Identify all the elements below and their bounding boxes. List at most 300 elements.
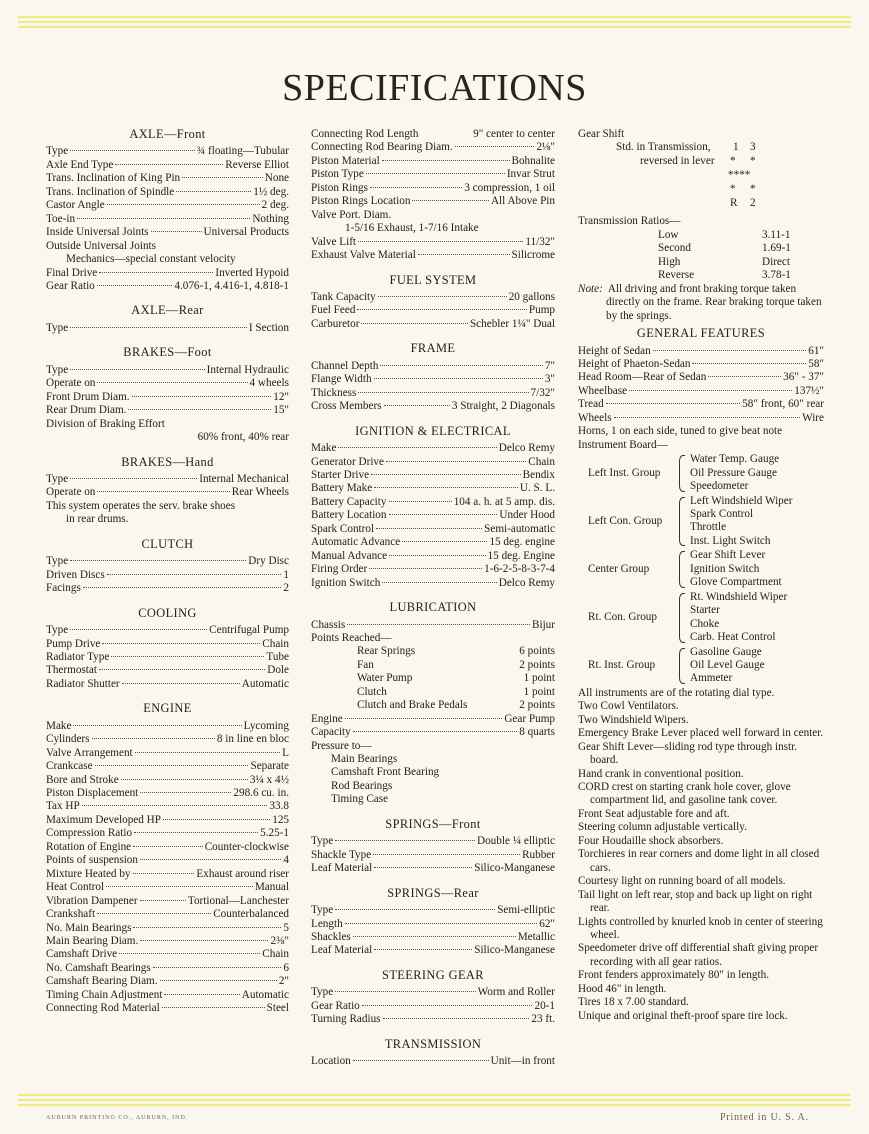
leader-dots <box>373 854 520 855</box>
column-right <box>578 128 824 1023</box>
spec-row <box>46 651 289 664</box>
leader-dots <box>99 669 265 670</box>
spec-row <box>46 975 289 988</box>
spec-row <box>46 145 289 158</box>
leader-dots <box>163 819 270 820</box>
brace <box>676 549 688 589</box>
spec-label: Fuel Feed <box>311 304 356 317</box>
spec-value: Automatic <box>241 677 289 690</box>
brace <box>676 646 688 686</box>
spec-label: Connecting Rod Length <box>311 128 419 140</box>
leader-dots <box>140 859 281 860</box>
leader-dots <box>338 447 496 448</box>
spec-label: Piston Material <box>311 154 380 167</box>
spec-row <box>46 774 289 787</box>
top-stripe <box>18 16 851 31</box>
spec-label: Rear Springs <box>357 645 416 658</box>
spec-row <box>311 645 555 658</box>
spec-row <box>46 760 289 773</box>
leader-dots <box>140 792 231 793</box>
spec-row <box>46 908 289 921</box>
spec-row <box>311 904 555 917</box>
spec-row <box>46 213 289 226</box>
spec-text: Timing Case <box>331 793 389 806</box>
spec-row <box>311 672 555 685</box>
group-name: Left Con. Group <box>588 514 663 527</box>
feature-item: Front Seat adjustable fore and aft. <box>578 807 730 820</box>
spec-row <box>311 726 555 739</box>
spec-row <box>311 686 555 699</box>
spec-value: Reverse Elliot <box>225 158 289 171</box>
spec-value: L <box>282 746 289 759</box>
spec-value: Tortional—Lanchester <box>187 894 289 907</box>
spec-label: Thickness <box>311 386 357 399</box>
spec-text: Valve Port. Diam. <box>311 208 392 221</box>
group-item: Throttle <box>690 521 727 534</box>
ratio-row <box>578 242 824 255</box>
spec-text: Division of Braking Effort <box>46 417 165 430</box>
spec-label: Crankshaft <box>46 908 96 921</box>
spec-value: Bijur <box>532 618 555 631</box>
spec-value: 7/32" <box>530 386 555 399</box>
spec-row <box>311 291 555 304</box>
leader-dots <box>335 991 475 992</box>
spec-label: Manual Advance <box>311 549 388 562</box>
gear-star: * <box>730 155 736 168</box>
spec-label: Timing Chain Adjustment <box>46 988 163 1001</box>
spec-row <box>46 678 289 691</box>
spec-label: Battery Make <box>311 482 373 495</box>
spec-value: 20 gallons <box>508 290 555 303</box>
spec-row <box>46 962 289 975</box>
instrument-group <box>578 495 824 549</box>
group-items <box>688 549 782 589</box>
spec-value: Delco Remy <box>498 576 555 589</box>
spec-value: Counter-clockwise <box>204 840 289 853</box>
leader-dots <box>345 718 503 719</box>
ratio-value: 3.11-1 <box>762 228 791 241</box>
ratio-row <box>578 256 824 269</box>
section-head: COOLING <box>138 605 197 620</box>
spec-label: Camshaft Bearing Diam. <box>46 975 158 988</box>
spec-row <box>311 1055 555 1068</box>
gear-star: * <box>750 183 756 196</box>
spec-label: Battery Location <box>311 509 387 522</box>
spec-row <box>46 787 289 800</box>
ratios-head: Transmission Ratios— <box>578 215 681 228</box>
leader-dots <box>97 491 229 492</box>
leader-dots <box>418 254 510 255</box>
spec-value: Nothing <box>252 212 289 225</box>
gear-mark-3: 3 <box>750 141 756 154</box>
leader-dots <box>374 949 472 950</box>
ratio-label: High <box>658 255 681 268</box>
spec-value: Gear Pump <box>504 712 555 725</box>
spec-label: Shackles <box>311 931 351 944</box>
feature-item: All instruments are of the rotating dial type. <box>578 686 775 699</box>
spec-label: Channel Depth <box>311 359 379 372</box>
spec-label: Connecting Rod Bearing Diam. <box>311 141 453 154</box>
spec-label: Clutch <box>357 685 387 698</box>
spec-label: Thermostat <box>46 664 97 677</box>
spec-row <box>46 922 289 935</box>
spec-value: 3" <box>544 373 555 386</box>
spec-label: Piston Displacement <box>46 787 139 800</box>
leader-dots <box>335 840 475 841</box>
leader-dots <box>412 200 489 201</box>
spec-value: U. S. L. <box>519 482 555 495</box>
spec-label: Cross Members <box>311 400 382 413</box>
spec-value: 6 points <box>519 645 555 658</box>
spec-value: 15" <box>273 404 289 417</box>
spec-text: Main Bearings <box>331 753 398 766</box>
spec-label: Clutch and Brake Pedals <box>357 699 468 712</box>
spec-label: Facings <box>46 582 81 595</box>
feature-item: Two Cowl Ventilators. <box>578 700 679 713</box>
spec-row <box>46 377 289 390</box>
spec-value: 12" <box>273 390 289 403</box>
spec-value: Bendix <box>522 468 555 481</box>
feature-item: Four Houdaille shock absorbers. <box>578 834 724 847</box>
spec-row <box>46 895 289 908</box>
leader-dots <box>107 204 260 205</box>
spec-value: 2⅜" <box>270 935 289 948</box>
leader-dots <box>389 555 485 556</box>
spec-value: 15 deg. engine <box>489 536 555 549</box>
group-item: Ignition Switch <box>690 562 760 575</box>
spec-value: 3 compression, 1 oil <box>464 181 555 194</box>
spec-value: Manual <box>254 881 289 894</box>
spec-row <box>311 195 555 208</box>
section-head: AXLE—Front <box>129 127 206 141</box>
spec-row <box>311 400 555 413</box>
leader-dots <box>389 501 452 502</box>
spec-text: Pressure to— <box>311 739 372 752</box>
spec-label: Axle End Type <box>46 158 114 171</box>
spec-row <box>46 322 289 335</box>
spec-value: 58" <box>808 357 824 370</box>
spec-label: Rear Drum Diam. <box>46 404 127 417</box>
ratios-list <box>578 229 824 283</box>
spec-value: 6 <box>283 961 289 974</box>
spec-row <box>46 624 289 637</box>
leader-dots <box>353 731 518 732</box>
spec-value: Delco Remy <box>498 442 555 455</box>
spec-value: ¾ floating—Tubular <box>196 145 289 158</box>
gear-mark-2: 2 <box>750 197 756 210</box>
spec-value: Metallic <box>517 931 555 944</box>
spec-value: Tube <box>266 650 289 663</box>
spec-label: Operate on <box>46 486 96 499</box>
spec-row <box>578 358 824 371</box>
spec-label: Tax HP <box>46 800 80 813</box>
group-item: Left Windshield Wiper <box>690 494 793 507</box>
spec-row <box>46 720 289 733</box>
leader-dots <box>378 296 507 297</box>
spec-value: 125 <box>272 813 289 826</box>
spec-value: Chain <box>262 948 289 961</box>
spec-label: Operate on <box>46 377 96 390</box>
spec-value: 61" <box>808 344 824 357</box>
group-item: Inst. Light Switch <box>690 534 771 547</box>
leader-dots <box>111 656 264 657</box>
instrument-head: Instrument Board— <box>578 438 668 451</box>
spec-label: Type <box>46 472 69 485</box>
spec-row <box>311 469 555 482</box>
leader-dots <box>132 396 272 397</box>
leader-dots <box>371 474 521 475</box>
column-left <box>46 128 289 1016</box>
spec-label: Leaf Material <box>311 944 373 957</box>
leader-dots <box>374 487 518 488</box>
spec-label: Maximum Developed HP <box>46 813 161 826</box>
spec-value: I Section <box>248 321 289 334</box>
spec-row <box>311 862 555 875</box>
spec-row <box>311 155 555 168</box>
spec-label: Make <box>46 719 72 732</box>
spec-label: Shackle Type <box>311 848 372 861</box>
spec-label: Inside Universal Joints <box>46 226 149 239</box>
spec-row <box>311 456 555 469</box>
spec-label: Spark Control <box>311 522 375 535</box>
spec-row <box>578 345 824 358</box>
instrument-groups <box>578 453 824 686</box>
gear-shift-label: Gear Shift <box>578 128 625 140</box>
leader-dots <box>366 173 505 174</box>
leader-dots <box>606 403 740 404</box>
spec-label: Type <box>311 904 334 917</box>
leader-dots <box>128 409 271 410</box>
leader-dots <box>83 587 282 588</box>
spec-value: Lycoming <box>243 719 289 732</box>
leader-dots <box>77 218 250 219</box>
column-middle <box>311 128 555 1069</box>
leader-dots <box>176 191 251 192</box>
spec-label: Gear Ratio <box>311 999 360 1012</box>
feature-item: Speedometer drive off differential shaft giving proper recording with all gear ratios. <box>578 942 819 968</box>
leader-dots <box>133 927 281 928</box>
spec-text: This system operates the serv. brake shoes <box>46 499 236 512</box>
spec-value: Worm and Roller <box>477 986 555 999</box>
spec-label: Type <box>46 624 69 637</box>
spec-row <box>46 267 289 280</box>
spec-value: Universal Products <box>203 226 289 239</box>
spec-row <box>311 550 555 563</box>
spec-row <box>311 373 555 386</box>
spec-row <box>311 236 555 249</box>
section-head: STEERING GEAR <box>382 967 484 982</box>
leader-dots <box>382 160 510 161</box>
instrument-group <box>578 591 824 645</box>
spec-row <box>46 935 289 948</box>
spec-value: Dole <box>267 664 289 677</box>
leader-dots <box>653 350 807 351</box>
leader-dots <box>357 309 526 310</box>
spec-row <box>311 577 555 590</box>
gear-std-label: Std. in Transmission, <box>616 141 711 154</box>
section-head: BRAKES—Foot <box>123 345 212 360</box>
spec-row <box>311 931 555 944</box>
spec-label: Points of suspension <box>46 854 138 867</box>
spec-value: Internal Mechanical <box>199 472 289 485</box>
spec-row <box>311 168 555 181</box>
spec-value: 2 points <box>519 699 555 712</box>
spec-value: 4 wheels <box>249 377 289 390</box>
leader-dots <box>376 528 482 529</box>
spec-value: Inverted Hypoid <box>215 266 289 279</box>
leader-dots <box>135 752 280 753</box>
group-item: Choke <box>690 617 720 630</box>
spec-label: Make <box>311 442 337 455</box>
spec-row <box>311 1013 555 1026</box>
spec-label: Wheelbase <box>578 384 628 397</box>
ratio-row <box>578 229 824 242</box>
spec-row <box>311 699 555 712</box>
spec-row <box>46 569 289 582</box>
leader-dots <box>358 392 528 393</box>
spec-value: All Above Pin <box>490 195 555 208</box>
spec-label: Exhaust Valve Material <box>311 249 416 262</box>
spec-label: Height of Phaeton-Sedan <box>578 357 691 370</box>
group-items <box>688 495 792 549</box>
leader-dots <box>70 560 246 561</box>
leader-dots <box>629 390 792 391</box>
spec-label: Chassis <box>311 618 346 631</box>
group-name: Left Inst. Group <box>588 466 661 479</box>
section-head: TRANSMISSION <box>384 1036 482 1051</box>
group-item: Speedometer <box>690 480 749 493</box>
spec-value: 62" <box>539 917 555 930</box>
leader-dots <box>382 582 496 583</box>
feature-item: Hand crank in conventional position. <box>578 767 744 780</box>
spec-label: Crankcase <box>46 760 93 773</box>
spec-value: Double ¼ elliptic <box>477 835 555 848</box>
section-head: ENGINE <box>143 701 192 716</box>
spec-label: Length <box>311 917 343 930</box>
ratio-label: Reverse <box>658 269 695 282</box>
leader-dots <box>99 272 213 273</box>
spec-label: Type <box>46 363 69 376</box>
leader-dots <box>353 936 516 937</box>
spec-row <box>311 563 555 576</box>
leader-dots <box>134 832 258 833</box>
group-item: Glove Compartment <box>690 576 782 589</box>
spec-label: Battery Capacity <box>311 495 387 508</box>
group-name: Rt. Con. Group <box>588 610 657 623</box>
feature-item: Steering column adjustable vertically. <box>578 821 747 834</box>
leader-dots <box>70 327 247 328</box>
spec-row <box>46 280 289 293</box>
general-list <box>578 345 824 426</box>
feature-item: Torchieres in rear corners and dome light in all closed cars. <box>578 848 820 874</box>
spec-row <box>46 364 289 377</box>
leader-dots <box>140 940 268 941</box>
spec-label: Gear Ratio <box>46 279 95 292</box>
gear-shift-pattern <box>578 141 824 209</box>
spec-label: Piston Type <box>311 168 364 181</box>
group-item: Oil Level Gauge <box>690 658 765 671</box>
spec-row <box>311 944 555 957</box>
spec-value: 298.6 cu. in. <box>233 787 289 800</box>
leader-dots <box>102 643 260 644</box>
spec-value: 1 <box>283 568 289 581</box>
spec-label: Piston Rings <box>311 181 368 194</box>
leader-dots <box>353 1060 489 1061</box>
feature-item: Tires 18 x 7.00 standard. <box>578 996 689 1009</box>
leader-dots <box>160 980 277 981</box>
feature-item: CORD crest on starting crank hole cover, glove compartment lid, and gasoline tank cover. <box>578 781 791 807</box>
spec-label: Height of Sedan <box>578 344 651 357</box>
leader-dots <box>70 150 195 151</box>
group-item: Ammeter <box>690 672 733 685</box>
instrument-group <box>578 646 824 686</box>
spec-value: Unit—in front <box>490 1055 555 1068</box>
ratio-value: 3.78-1 <box>762 269 791 282</box>
spec-label: Engine <box>311 712 343 725</box>
spec-value: Exhaust around riser <box>196 867 289 880</box>
group-item: Oil Pressure Gauge <box>690 466 777 479</box>
section-head: CLUTCH <box>141 536 194 551</box>
spec-label: Location <box>311 1055 351 1068</box>
spec-text: 1-5/16 Exhaust, 1-7/16 Intake <box>345 222 479 235</box>
spec-value: 58" front, 60" rear <box>742 398 824 411</box>
leader-dots <box>361 323 467 324</box>
gear-rev-label: reversed in lever <box>640 155 715 168</box>
leader-dots <box>153 967 282 968</box>
spec-row <box>578 371 824 384</box>
spec-label: Tread <box>578 398 604 411</box>
spec-row <box>578 398 824 411</box>
spec-row <box>311 360 555 373</box>
leader-dots <box>133 846 203 847</box>
group-items <box>688 591 787 645</box>
spec-row <box>311 659 555 672</box>
spec-row <box>311 523 555 536</box>
note-label: Note: <box>578 282 603 295</box>
spec-label: Firing Order <box>311 563 368 576</box>
spec-row <box>311 849 555 862</box>
spec-value: Centrifugal Pump <box>209 624 289 637</box>
feature-item: Unique and original theft-proof spare tire lock. <box>578 1009 788 1022</box>
spec-label: Bore and Stroke <box>46 773 119 786</box>
spec-row <box>46 473 289 486</box>
gear-mark-1: 1 <box>733 141 739 154</box>
ratio-value: Direct <box>762 255 790 268</box>
spec-value: 104 a. h. at 5 amp. dis. <box>453 495 555 508</box>
spec-row <box>46 868 289 881</box>
feature-item: Tail light on left rear, stop and back up light on right rear. <box>578 888 813 915</box>
spec-value: Semi-automatic <box>484 522 555 535</box>
spec-text: Camshaft Front Bearing <box>331 766 440 779</box>
spec-row <box>46 881 289 894</box>
spec-label: Trans. Inclination of King Pin <box>46 172 181 185</box>
spec-row <box>311 1000 555 1013</box>
spec-value: 1½ deg. <box>253 185 289 198</box>
leader-dots <box>162 1007 265 1008</box>
leader-dots <box>384 405 450 406</box>
section-head: BRAKES—Hand <box>121 454 214 469</box>
leader-dots <box>345 923 538 924</box>
spec-row <box>46 841 289 854</box>
spec-value: Silico-Manganese <box>474 944 555 957</box>
spec-row <box>46 555 289 568</box>
spec-text: Rod Bearings <box>331 779 393 792</box>
leader-dots <box>95 765 249 766</box>
spec-value: 7" <box>544 359 555 372</box>
spec-label: Valve Arrangement <box>46 746 133 759</box>
spec-row <box>46 226 289 239</box>
spec-row <box>46 172 289 185</box>
